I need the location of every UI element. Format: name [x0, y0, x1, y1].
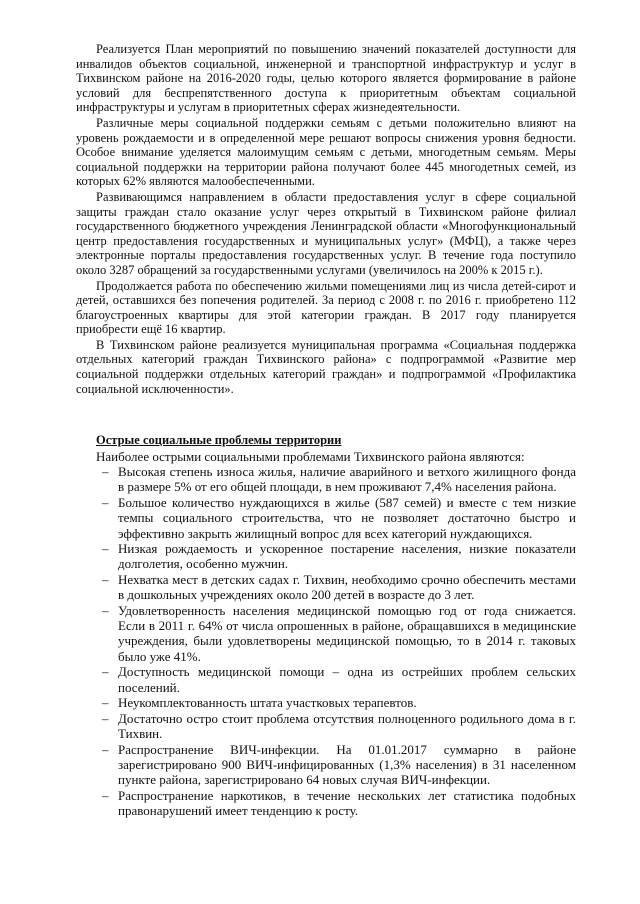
bullet-dash: –: [102, 603, 109, 619]
body-paragraphs: [76, 42, 576, 396]
list-item: [96, 495, 576, 541]
list-item-text: Нехватка мест в детских садах г. Тихвин, необходимо срочно обеспечить местами в дошкольных учреждениях около 200 детей в возрасте до 3 лет.: [118, 572, 576, 603]
section-heading: Острые социальные проблемы территории: [96, 433, 342, 447]
bullet-dash: –: [102, 464, 109, 480]
bullet-dash: –: [102, 741, 109, 757]
problems-list: [96, 464, 576, 818]
list-item-text: Большое количество нуждающихся в жилье (587 семей) и вместе с тем низкие темпы социального строительства, что не позволяет достаточно быстро и эффективно закрыть жилищный вопрос для всех категорий нуждающихся.: [118, 495, 576, 541]
bullet-dash: –: [102, 541, 109, 557]
problems-intro: Наиболее острыми социальными проблемами Тихвинского района являются:: [96, 449, 525, 464]
list-item-text: Распространение наркотиков, в течение нескольких лет статистика подобных правонарушений имеет тенденцию к росту.: [118, 787, 576, 819]
paragraph-mfc-services: Развивающимся направлением в области предоставления услуг в сфере социальной защиты граждан стало оказание услуг через открытый в Тихвинском районе филиал государственного бюджетного учреждения Ленинградской области «Многофункциональный центр предоставления государственных и муниципальных услуг» (МФЦ), а также через электронные порталы предоставления государственных услуг. В течение года поступило около 3287 обращений за государственными услугами (увеличилось на 200% к 2015 г.).: [76, 189, 576, 277]
paragraph-orphan-housing: Продолжается работа по обеспечению жильми помещениями лиц из числа детей-сирот и детей, оставшихся без попечения родителей. За период с 2008 г. по 2016 г. приобретено 112 благоустроенных квартиры для этой категории граждан. В 2017 году планируется приобрести ещё 16 квартир.: [76, 278, 576, 337]
list-item: [96, 742, 576, 788]
list-item: [96, 464, 576, 494]
problems-section: [96, 449, 576, 819]
paragraph-accessibility-plan: Реализуется План мероприятий по повышению значений показателей доступности для инвалидов объектов социальной, инженерной и транспортной инфраструктур и услуг в Тихвинском районе на 2016-2020 годы, целью которого является формирование в районе условий для беспрепятственного доступа к приоритетным объектам социальной инфраструктуры и услугам в приоритетных сферах жизнедеятельности.: [76, 42, 576, 115]
list-item-text: Высокая степень износа жилья, наличие аварийного и ветхого жилищного фонда в размере 5% от его общей площади, в нем проживают 7,4% населения района.: [118, 464, 576, 495]
list-item-text: Низкая рождаемость и ускоренное постарение населения, низкие показатели долголетия, особенно мужчин.: [118, 541, 576, 572]
list-item-text: Распространение ВИЧ-инфекции. На 01.01.2017 суммарно в районе зарегистрировано 900 ВИЧ-инфицированных (1,3% населения) в 31 населенном пункте района, зарегистрировано 64 новых случая ВИЧ-инфекции.: [118, 741, 576, 788]
bullet-dash: –: [102, 495, 109, 511]
list-item-text: Неукомплектованность штата участковых терапевтов.: [118, 695, 417, 711]
list-item: [96, 572, 576, 602]
list-item: [96, 603, 576, 664]
list-item: [96, 695, 576, 710]
list-item: [96, 711, 576, 741]
list-item: [96, 664, 576, 694]
bullet-dash: –: [102, 710, 109, 726]
list-item-text: Удовлетворенность населения медицинской помощью год от года снижается. Если в 2011 г. 64% от числа опрошенных в районе, обращавшихся в медицинские учреждения, были удовлетворены медицинской помощью, то в 2014 г. таковых было уже 41%.: [118, 603, 576, 664]
bullet-dash: –: [102, 695, 109, 711]
list-item-text: Доступность медицинской помощи – одна из острейших проблем сельских поселений.: [118, 664, 576, 695]
bullet-dash: –: [102, 664, 109, 680]
bullet-dash: –: [102, 572, 109, 588]
list-item: [96, 788, 576, 818]
list-item-text: Достаточно остро стоит проблема отсутствия полноценного родильного дома в г. Тихвин.: [118, 710, 576, 742]
bullet-dash: –: [102, 787, 109, 803]
paragraph-family-support: Различные меры социальной поддержки семьям с детьми положительно влияют на уровень рождаемости и в определенной мере решают вопросы снижения уровня бедности. Особое внимание уделяется малоимущим семьям с детьми, многодетным семьям. Меры социальной поддержки на территории района получают более 445 многодетных семей, из которых 62% являются малообеспеченными.: [76, 115, 576, 189]
list-item: [96, 541, 576, 571]
paragraph-municipal-program: В Тихвинском районе реализуется муниципальная программа «Социальная поддержка отдельных категорий граждан Тихвинского района» с подпрограммой «Развитие мер социальной поддержки отдельных категорий граждан» и подпрограммой «Профилактика социальной исключенности».: [76, 337, 576, 396]
